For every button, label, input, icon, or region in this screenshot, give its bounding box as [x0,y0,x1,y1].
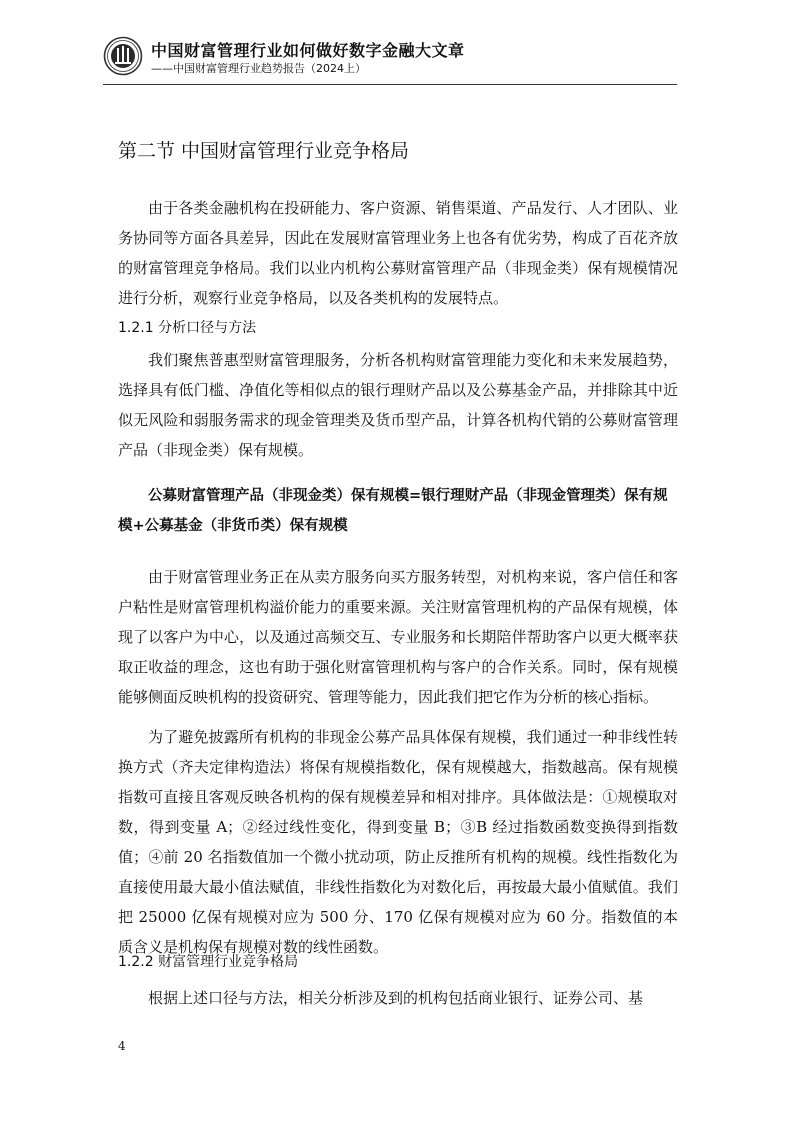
section-heading: 第二节 中国财富管理行业竞争格局 [118,140,410,162]
paragraph-landscape: 根据上述口径与方法，相关分析涉及到的机构包括商业银行、证券公司、基 [148,989,644,1007]
institution-logo-icon [103,36,143,76]
formula-definition: 公募财富管理产品（非现金类）保有规模=银行理财产品（非现金管理类）保有规模+公募基金（非货币类）保有规模 [118,488,668,534]
subheading-competition-landscape: 1.2.2 财富管理行业竞争格局 [118,954,299,970]
subheading-analysis-method: 1.2.1 分析口径与方法 [118,320,257,336]
header-subtitle: ——中国财富管理行业趋势报告（2024上） [151,62,366,75]
page-header [103,34,677,86]
page-number: 4 [118,1039,126,1053]
paragraph-core-metric: 由于财富管理业务正在从卖方服务向买方服务转型，对机构来说，客户信任和客户粘性是财富管理机构溢价能力的重要来源。关注财富管理机构的产品保有规模，体现了以客户为中心，以及通过高频交互、专业服务和长期陪伴帮助客户以更大概率获取正收益的理念，这也有助于强化财富管理机构与客户的合作关系。同时，保有规模能够侧面反映机构的投资研究、管理等能力，因此我们把它作为分析的核心指标。 [118,568,678,706]
paragraph-index-method: 为了避免披露所有机构的非现金公募产品具体保有规模，我们通过一种非线性转换方式（齐夫定律构造法）将保有规模指数化，保有规模越大，指数越高。保有规模指数可直接且客观反映各机构的保有规模差异和相对排序。具体做法是：①规模取对数，得到变量 A；②经过线性变化，得到变量 B；③B 经过指数函数变换得到指数值；④前 20 名指数值加一个微小扰动项，防止反推所有机构的规模。线性指数化为直接使用最大最小值法赋值，非线性指数化为对数化后，再按最大最小值赋值。我们把 25000 亿保有规模对应为 500 分、170 亿保有规模对应为 60 分。指数值的本质含义是机构保有规模对数的线性函数。 [118,728,678,956]
paragraph-intro: 由于各类金融机构在投研能力、客户资源、销售渠道、产品发行、人才团队、业务协同等方面各具差异，因此在发展财富管理业务上也各有优劣势，构成了百花齐放的财富管理竞争格局。我们以业内机构公募财富管理产品（非现金类）保有规模情况进行分析，观察行业竞争格局，以及各类机构的发展特点。 [118,199,678,307]
paragraph-method: 我们聚焦普惠型财富管理服务，分析各机构财富管理能力变化和未来发展趋势，选择具有低门槛、净值化等相似点的银行理财产品以及公募基金产品，并排除其中近似无风险和弱服务需求的现金管理类及货币型产品，计算各机构代销的公募财富管理产品（非现金类）保有规模。 [118,351,678,459]
header-divider [103,84,677,85]
header-title: 中国财富管理行业如何做好数字金融大文章 [151,41,465,60]
